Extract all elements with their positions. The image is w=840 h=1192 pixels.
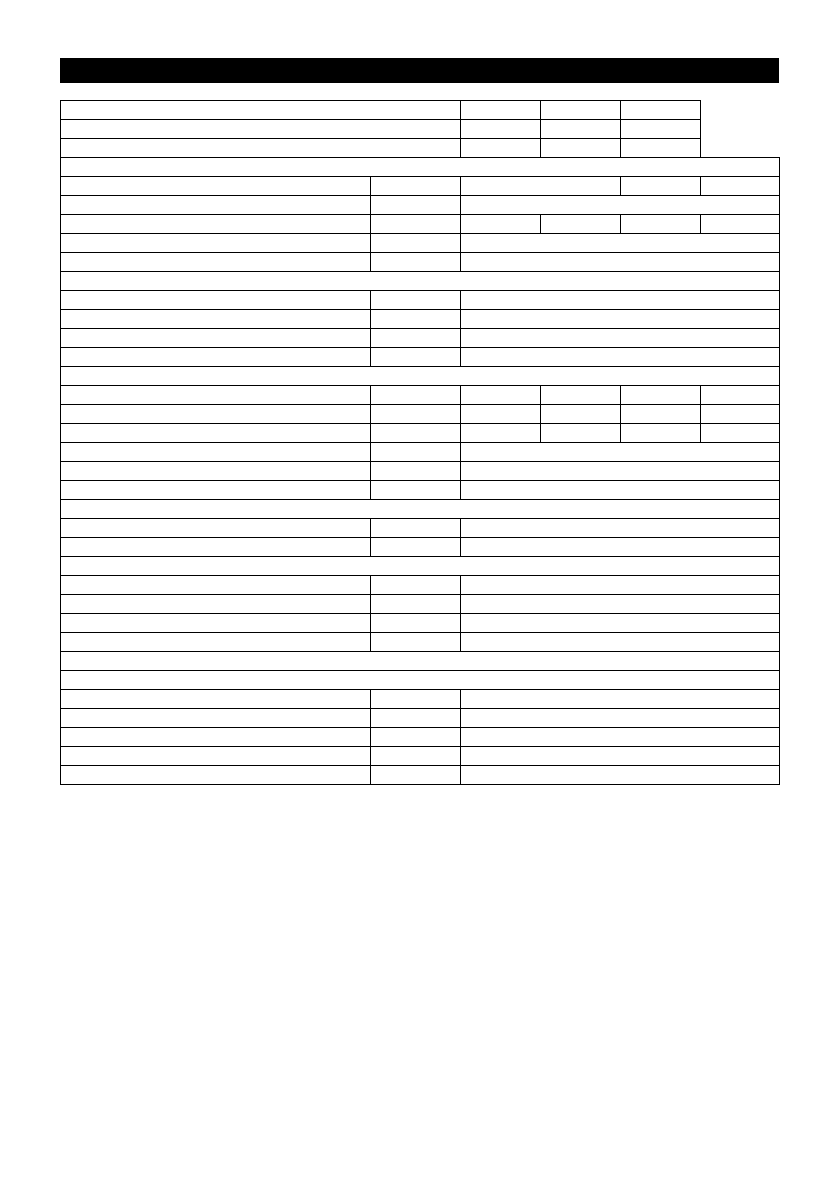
table-row [61,329,780,348]
table-row [61,595,780,614]
row-code [371,253,461,272]
row-value [461,614,780,633]
row-code [371,310,461,329]
row-value [461,595,780,614]
row-label [61,310,371,329]
row-label [61,595,371,614]
row-value [461,348,780,367]
row-value-1 [461,386,541,405]
row-code [371,595,461,614]
row-value-4 [701,424,780,443]
row-label [61,424,371,443]
section-header [61,367,780,386]
row-value [461,234,780,253]
row-label [61,291,371,310]
row-value-2 [541,386,621,405]
row-label [61,386,371,405]
row-value [461,519,780,538]
row-value [461,766,780,785]
row-code [371,690,461,709]
row-code [371,329,461,348]
row-value-1 [461,405,541,424]
row-value-1 [461,424,541,443]
section-row [61,158,780,177]
table-row [61,481,780,500]
row-label [61,614,371,633]
table-row [61,614,780,633]
section-row [61,272,780,291]
table-row [61,633,780,652]
header-value-5 [541,120,621,139]
row-value-1 [461,139,541,158]
table-row [61,519,780,538]
row-value [461,329,780,348]
row-code [371,709,461,728]
row-value-1 [461,177,621,196]
row-value-4 [701,215,780,234]
row-value-3 [621,386,701,405]
row-code [371,386,461,405]
row-label [61,196,371,215]
row-value [461,291,780,310]
row-code [371,747,461,766]
row-label [61,215,371,234]
row-code [371,348,461,367]
row-label [61,481,371,500]
row-value [461,709,780,728]
row-value-2 [541,424,621,443]
row-code [371,614,461,633]
row-label [61,709,371,728]
table-row [61,386,780,405]
row-value-3 [621,424,701,443]
row-value [461,538,780,557]
row-label [61,234,371,253]
row-value [461,690,780,709]
table-row [61,215,780,234]
row-code [371,633,461,652]
row-value-1 [461,215,541,234]
row-label [61,443,371,462]
section-row [61,652,780,671]
row-code [371,766,461,785]
header-label-cell-2 [61,120,461,139]
table-row [61,747,780,766]
section-header [61,671,780,690]
table-row [61,690,780,709]
row-code [371,424,461,443]
header-value-2 [541,101,621,120]
row-value-3 [621,215,701,234]
row-label [61,177,371,196]
row-value [461,576,780,595]
row-value [461,253,780,272]
table-row [61,538,780,557]
row-code [371,215,461,234]
section-header [61,272,780,291]
table-row [61,424,780,443]
row-value [461,310,780,329]
table-row [61,120,780,139]
table-row [61,443,780,462]
row-label [61,690,371,709]
row-code [371,576,461,595]
table-row [61,728,780,747]
row-value-2 [541,139,621,158]
table-row [61,766,780,785]
table-row [61,139,780,158]
table-row [61,177,780,196]
row-label [61,405,371,424]
title-banner [60,58,779,83]
table-row [61,310,780,329]
row-value-3 [621,405,701,424]
table-row [61,234,780,253]
row-code [371,196,461,215]
row-value [461,633,780,652]
row-value-2 [541,405,621,424]
table-row [61,253,780,272]
row-value-3 [621,139,701,158]
row-value-4 [701,405,780,424]
table-row [61,405,780,424]
section-header [61,652,780,671]
table-row [61,348,780,367]
row-value [461,443,780,462]
row-value [461,481,780,500]
table-row [61,101,780,120]
row-value [461,196,780,215]
row-code [371,481,461,500]
table-row [61,196,780,215]
header-value-4 [461,120,541,139]
row-value [461,462,780,481]
row-code [371,728,461,747]
row-code [371,462,461,481]
header-value-6 [621,120,701,139]
row-label [61,462,371,481]
table-row [61,462,780,481]
table-row [61,709,780,728]
row-value [461,747,780,766]
header-label-cell [61,101,461,120]
row-value-3 [701,177,780,196]
table-row [61,291,780,310]
row-label [61,728,371,747]
row-value-4 [701,386,780,405]
row-code [371,234,461,253]
section-row [61,367,780,386]
section-row [61,500,780,519]
row-code [371,538,461,557]
row-label [61,348,371,367]
row-label [61,519,371,538]
table-row [61,576,780,595]
row-code [371,177,461,196]
section-header [61,557,780,576]
header-value-1 [461,101,541,120]
row-code [371,519,461,538]
row-label [61,766,371,785]
row-value-2 [541,215,621,234]
row-code [371,405,461,424]
section-row [61,557,780,576]
row-label [61,253,371,272]
row-value [461,728,780,747]
row-label [61,139,461,158]
row-label [61,576,371,595]
section-header [61,500,780,519]
header-value-3 [621,101,701,120]
section-header [61,158,780,177]
row-label [61,538,371,557]
row-value-2 [621,177,701,196]
row-label [61,329,371,348]
specification-table [60,100,780,785]
row-code [371,443,461,462]
row-code [371,291,461,310]
row-label [61,633,371,652]
section-row [61,671,780,690]
row-label [61,747,371,766]
